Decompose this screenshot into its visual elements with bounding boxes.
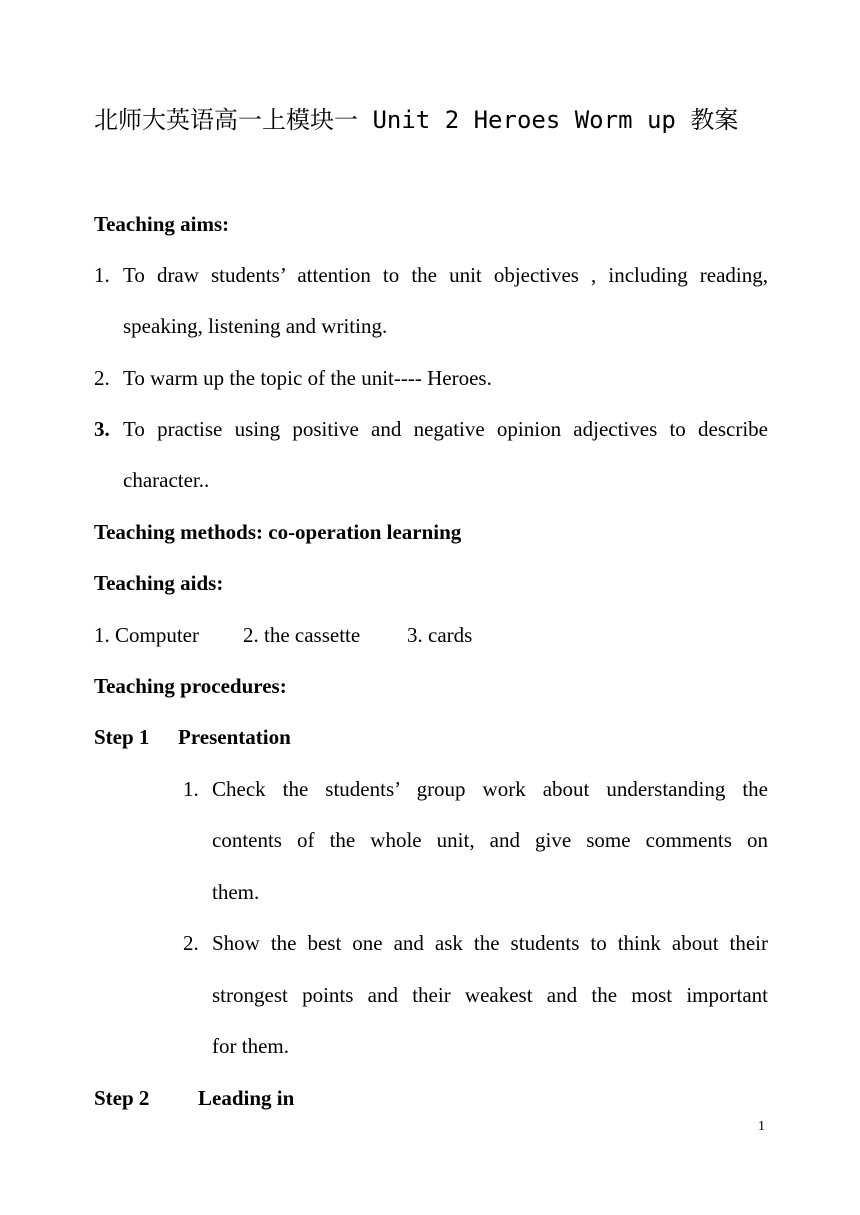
step-1-item-1-number: 1. (183, 777, 199, 801)
step-1-item-1-line-1: Check the students’ group work about understanding the (212, 777, 768, 801)
step-1-item-2-line-3: for them. (212, 1034, 289, 1058)
teaching-aids-heading: Teaching aids: (94, 571, 224, 595)
aim-3-line-2: character.. (123, 468, 210, 492)
aid-item-computer: 1. Computer (94, 623, 199, 647)
step-1-title: Presentation (178, 725, 291, 749)
step-1-label: Step 1 (94, 725, 150, 749)
step-1-item-1-line-2: contents of the whole unit, and give some comments on (212, 828, 768, 852)
step-1-item-2-number: 2. (183, 931, 199, 955)
aim-3-line-1: To practise using positive and negative opinion adjectives to describe (123, 417, 768, 441)
teaching-aims-heading: Teaching aims: (94, 212, 230, 236)
step-2-title: Leading in (198, 1086, 295, 1110)
step-1-item-2-line-1: Show the best one and ask the students to think about their (212, 931, 768, 955)
aim-1-line-1: To draw students’ attention to the unit objectives , including reading, (123, 263, 768, 287)
aim-1-line-2: speaking, listening and writing. (123, 314, 388, 338)
page-number: 1 (758, 1119, 765, 1134)
aim-1-number: 1. (94, 263, 110, 287)
document-title: 北师大英语高一上模块一 Unit 2 Heroes Worm up 教案 (94, 106, 739, 134)
aim-2-number: 2. (94, 366, 110, 390)
teaching-procedures-heading: Teaching procedures: (94, 674, 287, 698)
teaching-methods: Teaching methods: co-operation learning (94, 520, 462, 544)
aim-2-line-1: To warm up the topic of the unit---- Heroes. (123, 366, 492, 390)
step-2-label: Step 2 (94, 1086, 150, 1110)
aid-item-cards: 3. cards (407, 623, 473, 647)
step-1-item-2-line-2: strongest points and their weakest and the most important (212, 983, 768, 1007)
step-1-item-1-line-3: them. (212, 880, 260, 904)
aim-3-number: 3. (94, 417, 110, 441)
aid-item-cassette: 2. the cassette (243, 623, 361, 647)
